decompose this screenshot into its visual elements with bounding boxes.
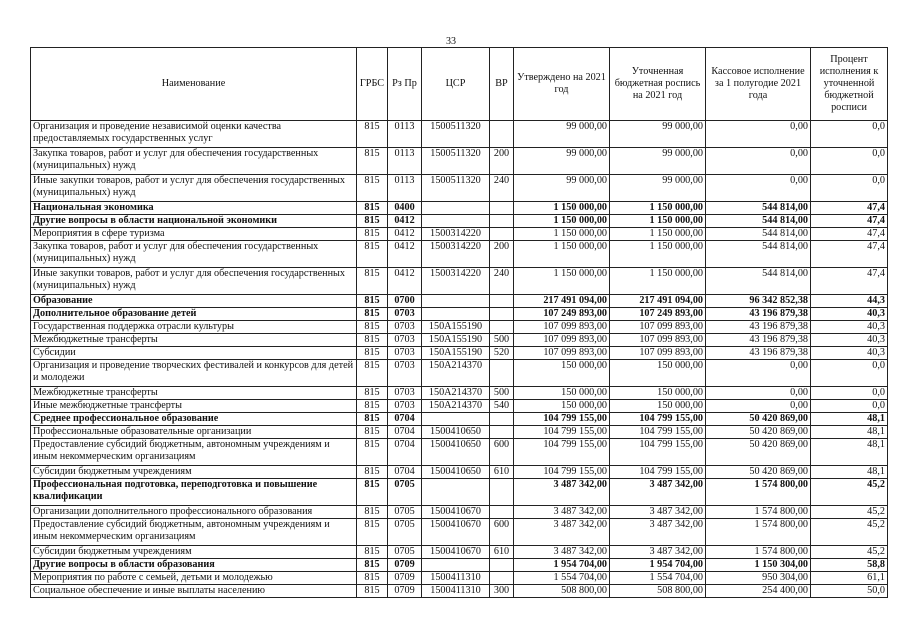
row-refined: 3 487 342,00 [610,479,706,506]
table-row [31,321,888,334]
row-rzpr: 0700 [388,295,422,308]
row-name: Предоставление субсидий бюджетным, автономным учреждениям и иным некоммерческим организациям [31,439,357,466]
row-vr [490,426,514,439]
row-csr [422,308,490,321]
row-refined: 3 487 342,00 [610,519,706,546]
row-approved: 104 799 155,00 [514,413,610,426]
table-row [31,347,888,360]
row-refined: 3 487 342,00 [610,546,706,559]
row-csr: 150A214370 [422,360,490,387]
row-name: Закупка товаров, работ и услуг для обеспечения государственных (муниципальных) нужд [31,241,357,268]
row-approved: 3 487 342,00 [514,479,610,506]
row-vr [490,572,514,585]
row-rzpr: 0705 [388,506,422,519]
row-approved: 150 000,00 [514,360,610,387]
row-rzpr: 0703 [388,308,422,321]
row-vr: 240 [490,268,514,295]
row-csr: 150A155190 [422,347,490,360]
row-approved: 1 554 704,00 [514,572,610,585]
row-vr [490,559,514,572]
row-name: Организация и проведение независимой оценки качества предоставляемых государственных услуг [31,121,357,148]
row-csr: 1500314220 [422,228,490,241]
row-refined: 150 000,00 [610,387,706,400]
row-vr: 610 [490,466,514,479]
row-cash: 254 400,00 [706,585,811,598]
row-cash: 544 814,00 [706,215,811,228]
row-approved: 1 150 000,00 [514,202,610,215]
row-percent: 0,0 [811,360,888,387]
table-row [31,546,888,559]
row-grbs: 815 [357,426,388,439]
row-grbs: 815 [357,546,388,559]
row-vr [490,506,514,519]
row-cash: 50 420 869,00 [706,439,811,466]
row-percent: 48,1 [811,413,888,426]
row-refined: 150 000,00 [610,360,706,387]
row-rzpr: 0703 [388,347,422,360]
row-rzpr: 0412 [388,215,422,228]
row-approved: 107 249 893,00 [514,308,610,321]
row-percent: 0,0 [811,148,888,175]
row-percent: 47,4 [811,202,888,215]
row-percent: 47,4 [811,241,888,268]
row-csr: 1500314220 [422,268,490,295]
row-refined: 1 150 000,00 [610,228,706,241]
row-approved: 1 150 000,00 [514,241,610,268]
row-approved: 1 954 704,00 [514,559,610,572]
row-csr: 150A155190 [422,334,490,347]
row-percent: 58,8 [811,559,888,572]
row-rzpr: 0704 [388,439,422,466]
row-rzpr: 0412 [388,268,422,295]
row-csr [422,559,490,572]
row-grbs: 815 [357,559,388,572]
row-vr: 600 [490,439,514,466]
row-csr: 1500410650 [422,426,490,439]
row-refined: 107 249 893,00 [610,308,706,321]
row-cash: 544 814,00 [706,241,811,268]
row-name: Профессиональные образовательные организации [31,426,357,439]
row-vr [490,295,514,308]
row-csr [422,215,490,228]
table-row [31,585,888,598]
page-number: 33 [446,36,456,47]
row-percent: 47,4 [811,228,888,241]
table-row [31,241,888,268]
row-csr: 1500410670 [422,519,490,546]
row-cash: 43 196 879,38 [706,347,811,360]
row-percent: 61,1 [811,572,888,585]
row-name: Иные межбюджетные трансферты [31,400,357,413]
row-vr [490,413,514,426]
row-cash: 43 196 879,38 [706,321,811,334]
row-vr: 240 [490,175,514,202]
row-percent: 0,0 [811,400,888,413]
table-row [31,413,888,426]
row-refined: 508 800,00 [610,585,706,598]
row-percent: 48,1 [811,426,888,439]
table-row [31,572,888,585]
row-percent: 45,2 [811,546,888,559]
row-rzpr: 0704 [388,413,422,426]
row-name: Организация и проведение творческих фестивалей и конкурсов для детей и молодежи [31,360,357,387]
row-percent: 0,0 [811,175,888,202]
row-rzpr: 0705 [388,519,422,546]
row-csr: 1500410650 [422,466,490,479]
row-rzpr: 0705 [388,479,422,506]
row-csr: 1500511320 [422,121,490,148]
table-row [31,360,888,387]
row-approved: 508 800,00 [514,585,610,598]
row-approved: 1 150 000,00 [514,215,610,228]
row-rzpr: 0400 [388,202,422,215]
row-refined: 1 150 000,00 [610,215,706,228]
row-grbs: 815 [357,241,388,268]
row-grbs: 815 [357,347,388,360]
row-name: Субсидии [31,347,357,360]
row-cash: 96 342 852,38 [706,295,811,308]
row-csr: 1500411310 [422,572,490,585]
row-approved: 99 000,00 [514,175,610,202]
header-name: Наименование [31,48,357,121]
row-cash: 0,00 [706,400,811,413]
row-csr [422,479,490,506]
row-approved: 107 099 893,00 [514,334,610,347]
row-vr [490,321,514,334]
row-name: Государственная поддержка отрасли культуры [31,321,357,334]
row-cash: 43 196 879,38 [706,334,811,347]
row-grbs: 815 [357,572,388,585]
row-grbs: 815 [357,360,388,387]
row-rzpr: 0412 [388,228,422,241]
row-grbs: 815 [357,519,388,546]
row-rzpr: 0705 [388,546,422,559]
row-name: Другие вопросы в области национальной экономики [31,215,357,228]
row-cash: 43 196 879,38 [706,308,811,321]
row-refined: 99 000,00 [610,121,706,148]
row-percent: 45,2 [811,479,888,506]
row-csr: 1500511320 [422,175,490,202]
row-csr: 1500314220 [422,241,490,268]
row-percent: 47,4 [811,268,888,295]
row-vr [490,360,514,387]
row-grbs: 815 [357,413,388,426]
row-rzpr: 0412 [388,241,422,268]
row-vr [490,121,514,148]
row-approved: 3 487 342,00 [514,546,610,559]
row-grbs: 815 [357,585,388,598]
row-grbs: 815 [357,466,388,479]
row-cash: 0,00 [706,148,811,175]
row-rzpr: 0113 [388,175,422,202]
row-name: Межбюджетные трансферты [31,387,357,400]
row-refined: 104 799 155,00 [610,439,706,466]
row-grbs: 815 [357,308,388,321]
row-cash: 950 304,00 [706,572,811,585]
row-refined: 217 491 094,00 [610,295,706,308]
row-approved: 107 099 893,00 [514,321,610,334]
row-rzpr: 0703 [388,387,422,400]
header-approved: Утверждено на 2021 год [514,48,610,121]
row-cash: 0,00 [706,360,811,387]
row-percent: 40,3 [811,334,888,347]
row-refined: 1 150 000,00 [610,241,706,268]
row-cash: 50 420 869,00 [706,466,811,479]
row-name: Дополнительное образование детей [31,308,357,321]
row-name: Другие вопросы в области образования [31,559,357,572]
row-percent: 48,1 [811,466,888,479]
row-cash: 1 150 304,00 [706,559,811,572]
row-name: Организации дополнительного профессионального образования [31,506,357,519]
row-approved: 99 000,00 [514,148,610,175]
row-refined: 1 954 704,00 [610,559,706,572]
row-approved: 99 000,00 [514,121,610,148]
row-grbs: 815 [357,400,388,413]
table-row [31,295,888,308]
row-rzpr: 0703 [388,321,422,334]
row-name: Среднее профессиональное образование [31,413,357,426]
row-vr: 500 [490,334,514,347]
row-rzpr: 0709 [388,585,422,598]
row-cash: 544 814,00 [706,228,811,241]
row-vr [490,228,514,241]
row-approved: 1 150 000,00 [514,268,610,295]
row-csr [422,295,490,308]
table-row [31,387,888,400]
row-name: Национальная экономика [31,202,357,215]
row-percent: 40,3 [811,321,888,334]
row-name: Субсидии бюджетным учреждениям [31,546,357,559]
row-name: Межбюджетные трансферты [31,334,357,347]
row-name: Иные закупки товаров, работ и услуг для обеспечения государственных (муниципальных) нужд [31,175,357,202]
table-row [31,268,888,295]
table-row [31,175,888,202]
row-vr [490,479,514,506]
row-grbs: 815 [357,175,388,202]
row-csr: 1500410650 [422,439,490,466]
row-grbs: 815 [357,268,388,295]
row-name: Предоставление субсидий бюджетным, автономным учреждениям и иным некоммерческим организациям [31,519,357,546]
row-approved: 150 000,00 [514,400,610,413]
header-row [31,48,888,121]
row-name: Иные закупки товаров, работ и услуг для обеспечения государственных (муниципальных) нужд [31,268,357,295]
row-approved: 107 099 893,00 [514,347,610,360]
table-row [31,215,888,228]
table-row [31,400,888,413]
row-approved: 3 487 342,00 [514,519,610,546]
row-grbs: 815 [357,202,388,215]
row-cash: 1 574 800,00 [706,546,811,559]
row-vr: 600 [490,519,514,546]
header-rzpr: Рз Пр [388,48,422,121]
row-vr: 300 [490,585,514,598]
row-approved: 104 799 155,00 [514,439,610,466]
header-grbs: ГРБС [357,48,388,121]
row-rzpr: 0703 [388,400,422,413]
row-cash: 544 814,00 [706,202,811,215]
row-csr: 150A155190 [422,321,490,334]
row-csr: 1500410670 [422,546,490,559]
row-cash: 0,00 [706,121,811,148]
row-percent: 44,3 [811,295,888,308]
row-vr: 540 [490,400,514,413]
row-csr: 1500410670 [422,506,490,519]
row-refined: 104 799 155,00 [610,466,706,479]
row-cash: 50 420 869,00 [706,413,811,426]
row-percent: 48,1 [811,439,888,466]
table-row [31,506,888,519]
row-grbs: 815 [357,321,388,334]
table-row [31,308,888,321]
table-row [31,439,888,466]
row-refined: 1 150 000,00 [610,202,706,215]
row-rzpr: 0704 [388,426,422,439]
row-vr: 520 [490,347,514,360]
table-row [31,148,888,175]
row-vr: 200 [490,148,514,175]
table-row [31,228,888,241]
row-grbs: 815 [357,334,388,347]
table-row [31,479,888,506]
row-cash: 544 814,00 [706,268,811,295]
row-name: Мероприятия по работе с семьей, детьми и молодежью [31,572,357,585]
row-cash: 1 574 800,00 [706,506,811,519]
row-grbs: 815 [357,387,388,400]
row-csr: 1500411310 [422,585,490,598]
row-name: Социальное обеспечение и иные выплаты населению [31,585,357,598]
header-vr: ВР [490,48,514,121]
row-refined: 107 099 893,00 [610,347,706,360]
row-approved: 150 000,00 [514,387,610,400]
table-row [31,334,888,347]
row-cash: 1 574 800,00 [706,519,811,546]
table-row [31,202,888,215]
table-row [31,519,888,546]
row-approved: 104 799 155,00 [514,426,610,439]
row-name: Субсидии бюджетным учреждениям [31,466,357,479]
row-cash: 1 574 800,00 [706,479,811,506]
row-refined: 99 000,00 [610,148,706,175]
row-csr: 150A214370 [422,387,490,400]
row-refined: 1 150 000,00 [610,268,706,295]
row-grbs: 815 [357,121,388,148]
table-row [31,121,888,148]
row-name: Образование [31,295,357,308]
row-grbs: 815 [357,148,388,175]
row-percent: 0,0 [811,121,888,148]
row-percent: 50,0 [811,585,888,598]
row-rzpr: 0709 [388,572,422,585]
row-vr: 610 [490,546,514,559]
row-name: Профессиональная подготовка, переподготовка и повышение квалификации [31,479,357,506]
row-percent: 0,0 [811,387,888,400]
row-refined: 3 487 342,00 [610,506,706,519]
row-refined: 150 000,00 [610,400,706,413]
row-cash: 0,00 [706,175,811,202]
row-rzpr: 0703 [388,334,422,347]
row-grbs: 815 [357,439,388,466]
row-percent: 40,3 [811,347,888,360]
row-approved: 217 491 094,00 [514,295,610,308]
row-vr [490,215,514,228]
row-csr [422,413,490,426]
row-approved: 104 799 155,00 [514,466,610,479]
header-percent: Процент исполнения к уточненной бюджетной росписи [811,48,888,121]
row-vr [490,308,514,321]
row-grbs: 815 [357,479,388,506]
row-refined: 107 099 893,00 [610,334,706,347]
row-refined: 104 799 155,00 [610,426,706,439]
row-rzpr: 0113 [388,148,422,175]
row-csr: 1500511320 [422,148,490,175]
row-rzpr: 0703 [388,360,422,387]
row-grbs: 815 [357,295,388,308]
row-percent: 47,4 [811,215,888,228]
row-rzpr: 0113 [388,121,422,148]
row-vr [490,202,514,215]
row-approved: 3 487 342,00 [514,506,610,519]
table-body [31,121,888,598]
row-refined: 1 554 704,00 [610,572,706,585]
row-approved: 1 150 000,00 [514,228,610,241]
row-vr: 200 [490,241,514,268]
row-cash: 50 420 869,00 [706,426,811,439]
row-name: Мероприятия в сфере туризма [31,228,357,241]
header-refined: Уточненная бюджетная роспись на 2021 год [610,48,706,121]
row-grbs: 815 [357,228,388,241]
row-csr: 150A214370 [422,400,490,413]
row-grbs: 815 [357,506,388,519]
row-grbs: 815 [357,215,388,228]
table-row [31,466,888,479]
row-vr: 500 [490,387,514,400]
row-csr [422,202,490,215]
row-percent: 45,2 [811,519,888,546]
row-cash: 0,00 [706,387,811,400]
table-row [31,559,888,572]
row-percent: 45,2 [811,506,888,519]
header-csr: ЦСР [422,48,490,121]
budget-table [30,47,888,598]
row-refined: 104 799 155,00 [610,413,706,426]
table-row [31,426,888,439]
row-rzpr: 0704 [388,466,422,479]
header-cash: Кассовое исполнение за 1 полугодие 2021 года [706,48,811,121]
row-rzpr: 0709 [388,559,422,572]
row-name: Закупка товаров, работ и услуг для обеспечения государственных (муниципальных) нужд [31,148,357,175]
row-refined: 107 099 893,00 [610,321,706,334]
row-percent: 40,3 [811,308,888,321]
row-refined: 99 000,00 [610,175,706,202]
